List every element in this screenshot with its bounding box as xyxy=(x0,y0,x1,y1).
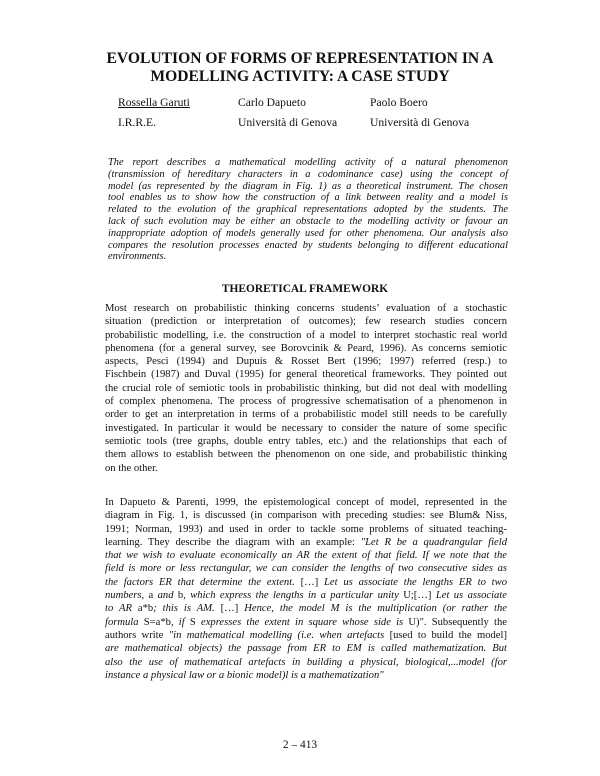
paragraph-line: diagram in Fig. 1, is discussed (in comparison with preceding studies: see Blum& Niss, xyxy=(105,510,507,522)
abstract-line: (transmission of hereditary characters in a codominance case) using the concept of xyxy=(108,168,508,180)
text-run: […] xyxy=(220,603,245,615)
text-run: S xyxy=(189,616,196,628)
text-run: [used to build the model] xyxy=(389,629,507,641)
paragraph-line: the crucial role of semiotic tools in probabilistic thinking, but did not deal with modelling xyxy=(105,382,507,394)
paragraph-line: them allows to establish between the phenomenon on one side, and probabilistic thinking xyxy=(105,449,507,461)
text-run: b xyxy=(177,590,184,602)
paragraph-line: on the other. xyxy=(105,462,158,474)
abstract-line: The report describes a mathematical modelling activity of a natural phenomenon xyxy=(108,157,508,168)
quote-run: Let us associate xyxy=(435,590,507,602)
quote-run: , which express the lengths in a particular unity xyxy=(183,590,404,602)
paper-title xyxy=(60,50,540,86)
paragraph-line xyxy=(105,576,507,589)
paragraph-line xyxy=(105,602,507,615)
abstract-line: tool enables us to show how the construction of a link between reality and a model is xyxy=(108,192,508,204)
quote-run: the factors ER that determine the extent. xyxy=(105,576,301,588)
paragraph-line: semiotic tools (tree graphs, double entry tables, etc.) and the relationships that each of xyxy=(105,435,507,447)
abstract-line: compares the resolution processes enacted by students belonging to different educational xyxy=(108,239,508,251)
section-heading: THEORETICAL FRAMEWORK xyxy=(221,283,389,295)
paragraph-line xyxy=(105,616,507,629)
quote-run: and xyxy=(153,590,178,602)
quote-run: numbers, xyxy=(105,590,149,602)
paragraph-line xyxy=(105,589,507,602)
text-run: […] xyxy=(300,576,325,588)
paragraph-line: order to get an interpretation in terms of a probabilistic model still needs to be carefully xyxy=(105,409,507,421)
paragraph-line: aspects, Pesci (1994) and Dupuis & Rosset Bert (1996; 1997) referred (resp.) to xyxy=(105,356,507,368)
quote-run: to AR xyxy=(105,603,138,615)
text-run: S=a*b xyxy=(143,616,171,628)
paragraph-line: that we wish to evaluate economically an AR the extent of that field. If we note that the xyxy=(105,550,507,562)
text-run: a*b xyxy=(137,603,154,615)
paragraph-line xyxy=(105,629,507,642)
author-name-boero: Paolo Boero xyxy=(370,96,428,109)
text-run: U)". Subsequently the xyxy=(408,616,507,628)
affiliation-dapueto: Università di Genova xyxy=(238,116,338,129)
abstract xyxy=(108,157,508,263)
text-run: a xyxy=(148,590,154,602)
paragraph-1 xyxy=(105,302,507,475)
paragraph-line: instance a physical law or a bionic model)l is a mathematization" xyxy=(105,669,384,681)
abstract-line: model (as represented by the diagram in Fig. 1) as a theoretical instrument. The chosen xyxy=(108,180,508,192)
abstract-line: environments. xyxy=(108,251,167,263)
paragraph-line: Fischbein (1987) and Duval (1995) for general theoretical frameworks. They pointed out xyxy=(105,369,507,381)
paragraph-line: field is more or less rectangular, we can consider the lengths of two consecutive sides as xyxy=(105,563,507,575)
quote-run: , if xyxy=(170,616,190,628)
title-line-1: EVOLUTION OF FORMS OF REPRESENTATION IN A xyxy=(106,50,494,67)
text-run: learning. They describe the diagram with an example: xyxy=(105,536,361,548)
affiliation-boero: Università di Genova xyxy=(370,116,470,129)
title-line-2: MODELLING ACTIVITY: A CASE STUDY xyxy=(150,68,450,85)
abstract-line: related to the evolution of the graphical representations adopted by the students. The xyxy=(108,204,508,216)
quote-run: "in mathematical modelling (i.e. when artefacts xyxy=(168,629,390,641)
paragraph-line: In Dapueto & Parenti, 1999, the epistemological concept of model, represented in the xyxy=(105,497,507,508)
paragraph-line xyxy=(105,536,507,549)
paragraph-line: probabilistic modelling, i.e. the construction of a model to interpret stochastic real world xyxy=(105,329,507,341)
paragraph-line: 1991; Norman, 1993) and used in order to tackle some problems of situated teaching- xyxy=(105,523,507,535)
paragraph-line: are mathematical objects) the passage from ER to EM is called mathematization. But xyxy=(105,643,507,655)
quote-run: formula xyxy=(105,616,144,628)
text-run: authors write xyxy=(105,629,169,641)
abstract-line: inappropriate adoption of models generally used for other phenomena. Our analysis also xyxy=(108,227,508,239)
author-name-dapueto: Carlo Dapueto xyxy=(238,96,306,109)
paragraph-line: phenomena (for a general survey, see Borovcinik & Peard, 1996). As concerns semiotic xyxy=(105,342,507,354)
quote-run: "Let R be a quadrangular field xyxy=(360,536,507,548)
affiliation-garuti: I.R.R.E. xyxy=(118,116,157,129)
page-number: 2 – 413 xyxy=(282,739,318,751)
paragraph-line: situation (prediction or interpretation of outcomes); few research studies concern xyxy=(105,316,507,328)
text-run: U;[…] xyxy=(403,590,436,602)
paragraph-line: of complex phenomena. The process of progressive schematisation of a phenomenon in xyxy=(105,396,507,408)
quote-run: Hence, the model M is the multiplication (or rather the xyxy=(244,603,507,615)
paragraph-2 xyxy=(105,496,507,682)
author-name-garuti: Rossella Garuti xyxy=(118,96,190,109)
paragraph-line: Most research on probabilistic thinking concerns students’ evaluation of a stochastic xyxy=(105,303,507,314)
quote-run: expresses the extent in square whose side is xyxy=(195,616,409,628)
abstract-line: lack of such evolution may be either an obstacle to the modelling activity or favour an xyxy=(108,215,508,227)
paragraph-line: also the use of mathematical artefacts in building a physical, biological,...model (for xyxy=(105,656,507,668)
quote-run: Let us associate the lengths ER to two xyxy=(324,576,507,588)
paragraph-line: investigated. In particular it would be necessary to consider the nature of some specific xyxy=(105,422,507,434)
quote-run: ; this is AM. xyxy=(153,603,221,615)
